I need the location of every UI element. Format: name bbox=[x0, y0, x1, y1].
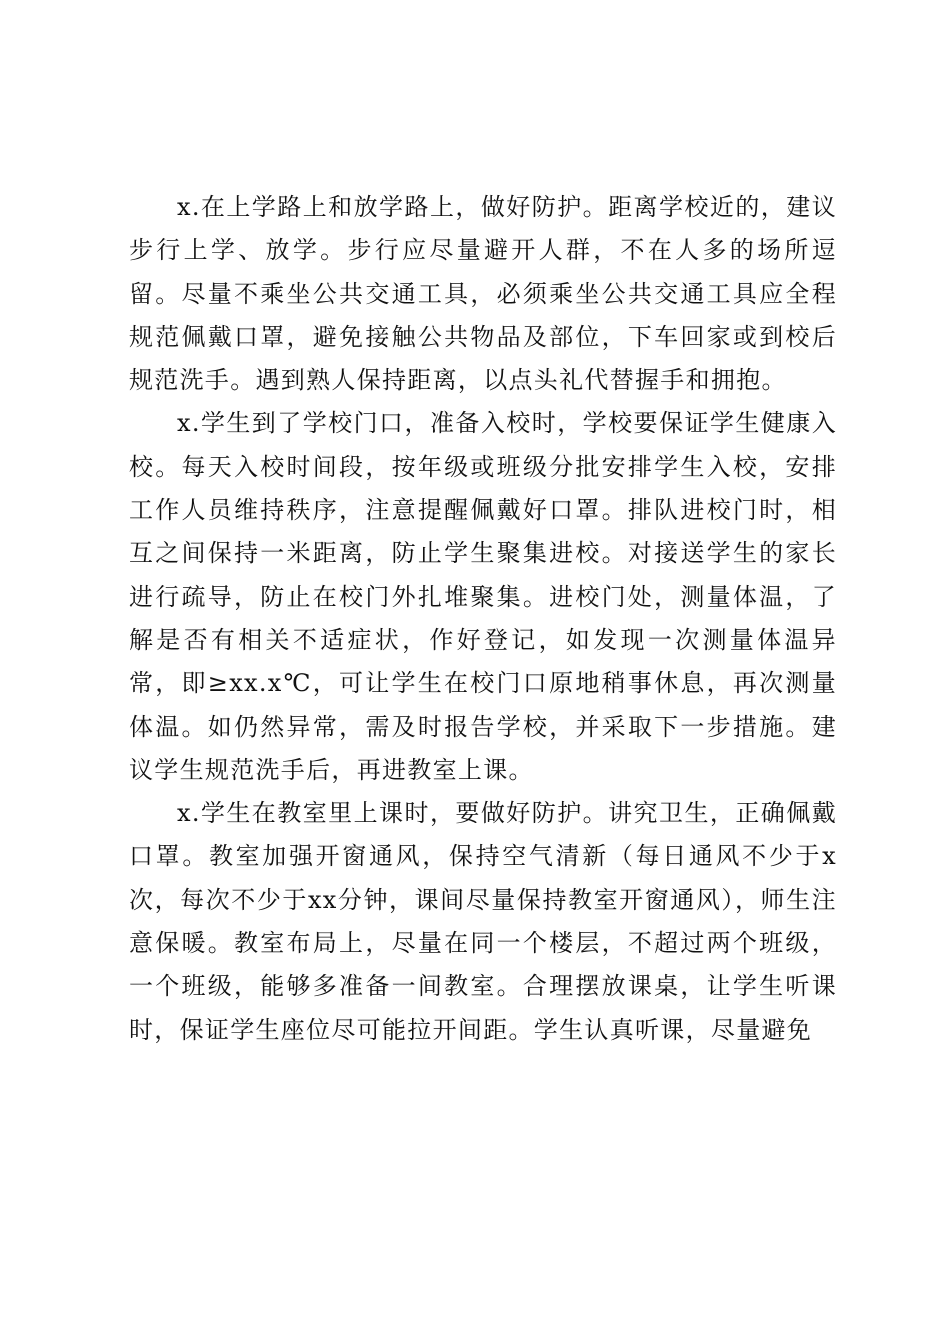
document-body bbox=[129, 186, 837, 1052]
paragraph-commute: x.在上学路上和放学路上，做好防护。距离学校近的，建议步行上学、放学。步行应尽量避开人群，不在人多的场所逗留。尽量不乘坐公共交通工具，必须乘坐公共交通工具应全程规范佩戴口罩，避免接触公共物品及部位，下车回家或到校后规范洗手。遇到熟人保持距离，以点头礼代替握手和拥抱。 bbox=[129, 193, 837, 395]
paragraph-classroom: x.学生在教室里上课时，要做好防护。讲究卫生，正确佩戴口罩。教室加强开窗通风，保持空气清新（每日通风不少于x次，每次不少于xx分钟，课间尽量保持教室开窗通风），师生注意保暖。教室布局上，尽量在同一个楼层，不超过两个班级，一个班级，能够多准备一间教室。合理摆放课桌，让学生听课时，保证学生座位尽可能拉开间距。学生认真听课，尽量避免 bbox=[129, 799, 837, 1044]
paragraph-school-entry: x.学生到了学校门口，准备入校时，学校要保证学生健康入校。每天入校时间段，按年级或班级分批安排学生入校，安排工作人员维持秩序，注意提醒佩戴好口罩。排队进校门时，相互之间保持一米距离，防止学生聚集进校。对接送学生的家长进行疏导，防止在校门外扎堆聚集。进校门处，测量体温，了解是否有相关不适症状，作好登记，如发现一次测量体温异常，即≥xx.x℃，可让学生在校门口原地稍事休息，再次测量体温。如仍然异常，需及时报告学校，并采取下一步措施。建议学生规范洗手后，再进教室上课。 bbox=[129, 409, 837, 784]
